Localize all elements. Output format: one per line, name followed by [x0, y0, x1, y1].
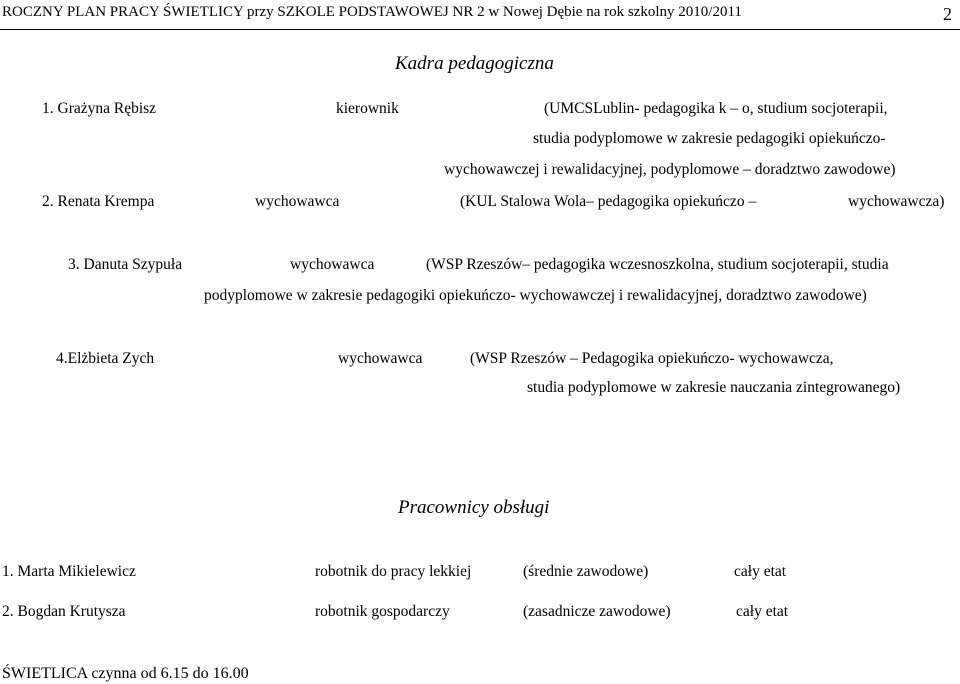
- staff-education: studia podyplomowe w zakresie nauczania zintegrowanego): [527, 379, 901, 396]
- staff-education: (WSP Rzeszów– pedagogika wczesnoszkolna, studium socjoterapii, studia: [426, 256, 889, 273]
- staff-education: wychowawczej i rewalidacyjnej, podyplomowe – doradztwo zawodowe): [444, 161, 896, 178]
- staff-name: 2. Renata Krempa: [42, 193, 155, 210]
- staff-role: wychowawca: [255, 193, 340, 210]
- section-heading-obsluga: Pracownicy obsługi: [398, 497, 550, 518]
- section-heading-kadra: Kadra pedagogiczna: [395, 53, 554, 74]
- staff-name: 3. Danuta Szypuła: [68, 256, 183, 273]
- page-number: 2: [943, 4, 952, 24]
- worker-role: robotnik gospodarczy: [315, 603, 450, 620]
- worker-time: cały etat: [736, 603, 789, 620]
- document-header-title: ROCZNY PLAN PRACY ŚWIETLICY przy SZKOLE PODSTAWOWEJ NR 2 w Nowej Dębie na rok szkolny 2010/2011: [2, 4, 742, 20]
- staff-education: studia podyplomowe w zakresie pedagogiki opiekuńczo-: [533, 130, 886, 147]
- staff-name: 1. Grażyna Rębisz: [42, 100, 157, 117]
- worker-name: 1. Marta Mikielewicz: [2, 563, 136, 580]
- worker-name: 2. Bogdan Krutysza: [2, 603, 126, 620]
- worker-education: (średnie zawodowe): [523, 563, 649, 580]
- opening-hours: ŚWIETLICA czynna od 6.15 do 16.00: [2, 665, 249, 682]
- staff-education: wychowawcza): [848, 193, 945, 210]
- staff-name: 4.Elżbieta Zych: [56, 350, 155, 367]
- staff-education: (KUL Stalowa Wola– pedagogika opiekuńczo –: [460, 193, 757, 210]
- worker-time: cały etat: [734, 563, 787, 580]
- worker-role: robotnik do pracy lekkiej: [315, 563, 472, 580]
- worker-education: (zasadnicze zawodowe): [523, 603, 671, 620]
- staff-education: (UMCSLublin- pedagogika k – o, studium socjoterapii,: [544, 100, 888, 117]
- staff-education: (WSP Rzeszów – Pedagogika opiekuńczo- wychowawcza,: [470, 350, 834, 367]
- staff-education: podyplomowe w zakresie pedagogiki opiekuńczo- wychowawczej i rewalidacyjnej, doradztwo zawodowe): [204, 287, 867, 304]
- staff-role: wychowawca: [338, 350, 423, 367]
- staff-role: kierownik: [336, 100, 399, 117]
- staff-role: wychowawca: [290, 256, 375, 273]
- header-divider: [0, 29, 960, 30]
